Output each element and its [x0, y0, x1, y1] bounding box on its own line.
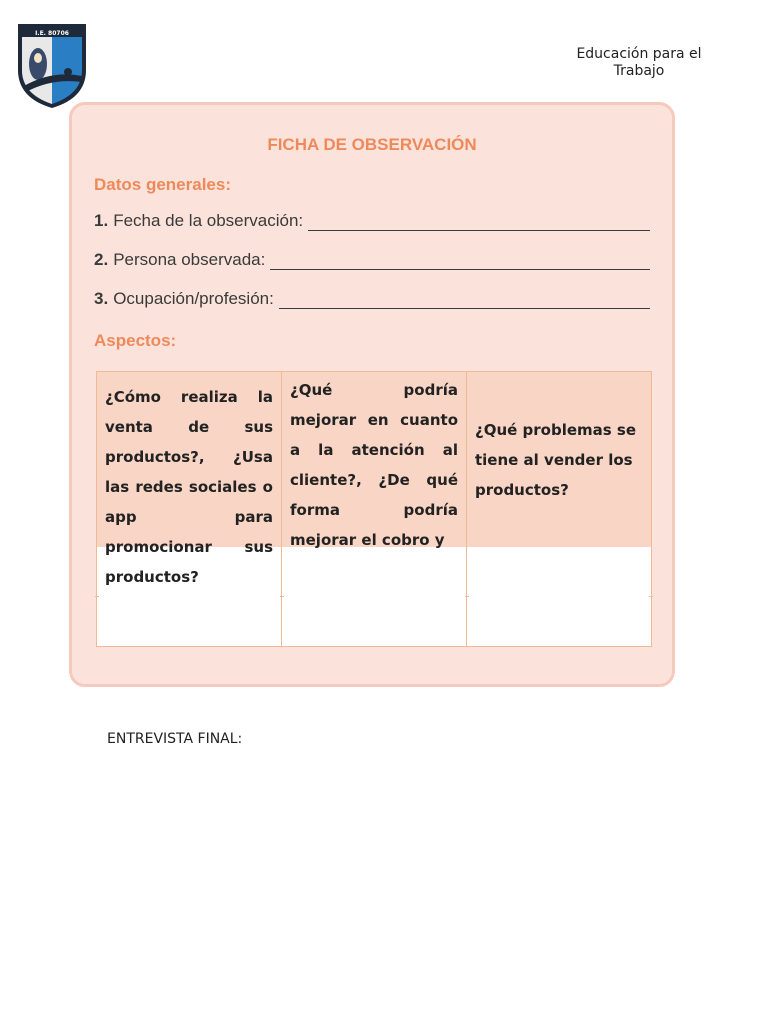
general-section-title: Datos generales: — [94, 175, 231, 194]
observation-sheet — [69, 102, 675, 687]
field-number: 1. — [94, 211, 109, 230]
cell-divider — [465, 596, 469, 597]
cell-divider — [95, 596, 99, 597]
field-line[interactable] — [308, 216, 650, 231]
table-header-text: ¿Qué problemas se tiene al vender los productos? — [475, 420, 637, 499]
final-interview-label: ENTREVISTA FINAL: — [107, 731, 243, 747]
field-label: Persona observada: — [113, 250, 266, 269]
sheet-title: FICHA DE OBSERVACIÓN — [267, 135, 477, 154]
field-label: Ocupación/profesión: — [113, 289, 274, 308]
table-header-cell: ¿Qué podría mejorar en cuanto a la atención al cliente?, ¿De qué forma podría mejorar el cobro y — [282, 372, 466, 547]
table-header-cell: ¿Cómo realiza la venta de sus productos?, ¿Usa las redes sociales o app para promocionar sus productos? — [97, 372, 281, 547]
field-line[interactable] — [270, 255, 650, 270]
field-label: Fecha de la observación: — [113, 211, 304, 230]
table-header-cell — [467, 372, 651, 547]
field-number: 3. — [94, 289, 109, 308]
subject-title: Educación para el Trabajo — [576, 46, 702, 79]
aspects-table — [96, 371, 652, 647]
logo-text: I.E. 80706 — [35, 30, 69, 37]
field-number: 2. — [94, 250, 109, 269]
field-observed-person[interactable] — [94, 250, 650, 270]
cell-divider — [649, 596, 653, 597]
aspects-section-title: Aspectos: — [94, 331, 177, 350]
field-line[interactable] — [279, 294, 650, 309]
school-crest-icon — [16, 20, 88, 110]
table-column — [467, 372, 651, 646]
field-observation-date[interactable] — [94, 211, 650, 231]
cell-divider — [280, 596, 284, 597]
field-occupation[interactable] — [94, 289, 650, 309]
table-column — [97, 372, 282, 646]
table-column — [282, 372, 467, 646]
